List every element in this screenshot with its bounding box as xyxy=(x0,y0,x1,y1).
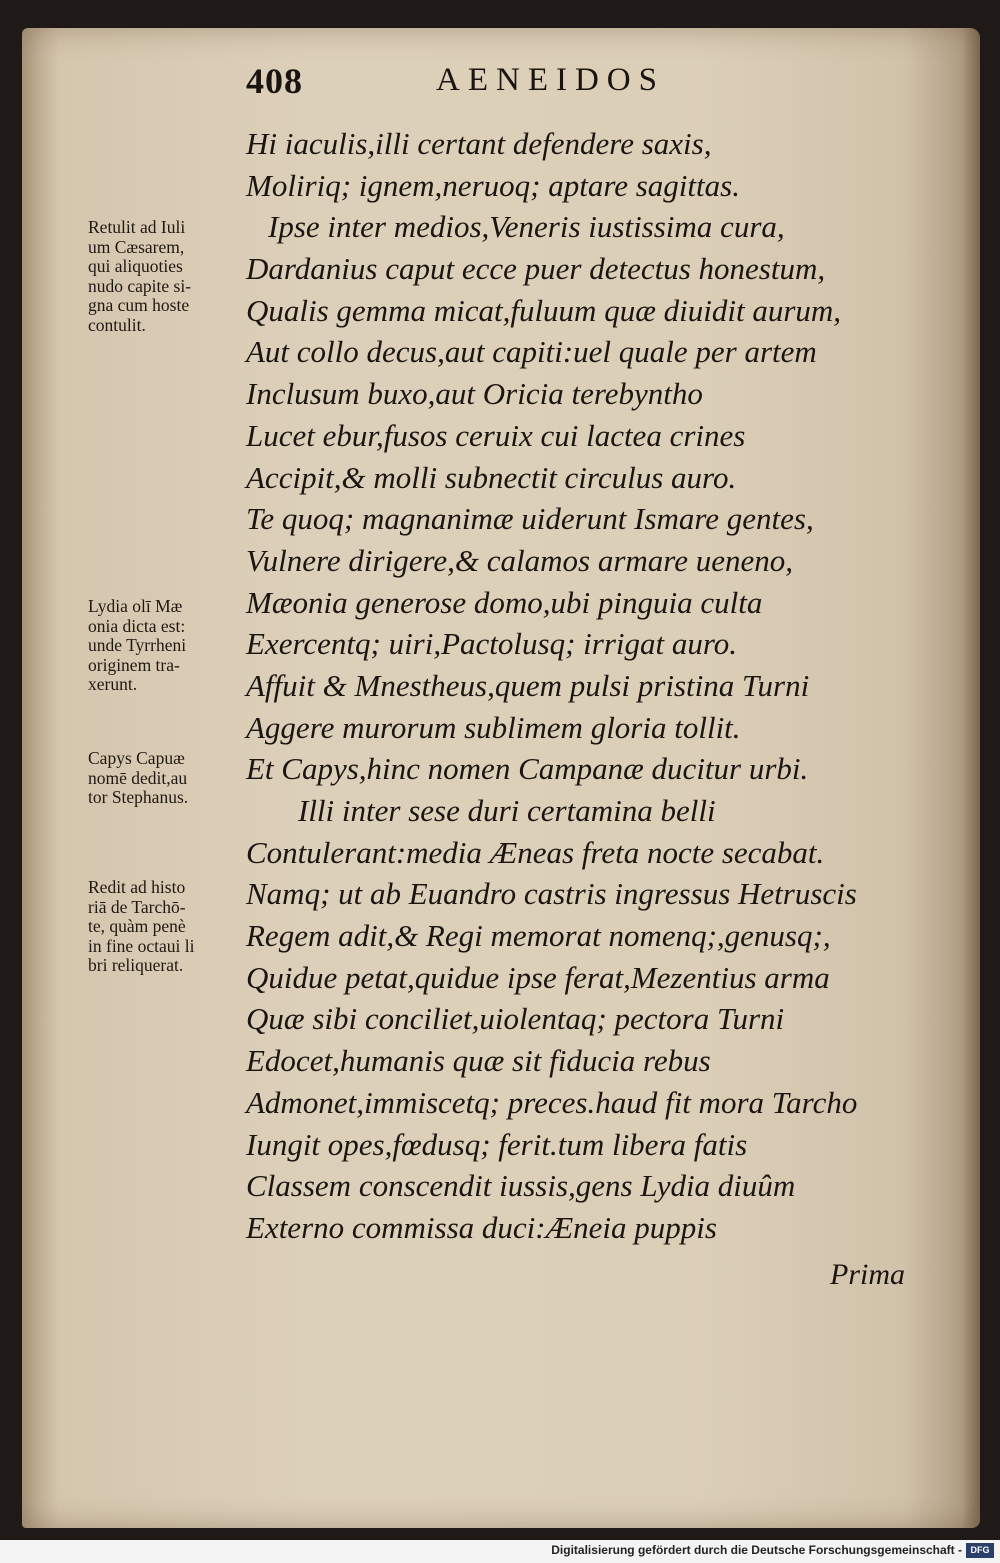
verse-line: Illi inter sese duri certamina belli xyxy=(298,793,716,828)
note-line: tor Stephanus. xyxy=(88,787,189,807)
verse-line: Contulerant:media Æneas freta nocte secabat. xyxy=(246,834,825,870)
note-line: contulit. xyxy=(88,314,146,335)
verse-line: Externo commissa duci:Æneia puppis xyxy=(246,1209,717,1245)
note-line: gna cum hoste xyxy=(88,295,190,315)
verse-line: Inclusum buxo,aut Oricia terebyntho xyxy=(246,376,703,412)
verse-line: Hi iaculis,illi certant defendere saxis, xyxy=(246,126,712,161)
verse-line: Classem conscendit iussis,gens Lydia diuûm xyxy=(246,1168,796,1204)
verse-line: Admonet,immiscetq; preces.haud fit mora Tarcho xyxy=(246,1084,858,1120)
note-line: unde Tyrrheni xyxy=(88,635,187,655)
note-line: bri reliquerat. xyxy=(88,955,184,975)
verse-line: Vulnere dirigere,& calamos armare ueneno, xyxy=(246,542,793,578)
verse-line: Aut collo decus,aut capiti:uel quale per artem xyxy=(246,334,817,370)
marginal-note xyxy=(88,878,258,976)
verse-line: Mæonia generose domo,ubi pinguia culta xyxy=(246,584,763,620)
verse-line: Regem adit,& Regi memorat nomenq;,genusq;, xyxy=(246,918,831,954)
verse-line: Iungit opes,fœdusq; ferit.tum libera fatis xyxy=(246,1126,748,1162)
verse-block xyxy=(246,123,946,1249)
running-title: AENEIDOS xyxy=(436,62,665,98)
note-line: te, quàm penè xyxy=(88,916,186,936)
page-header xyxy=(246,60,766,110)
verse-line: Dardanius caput ecce puer detectus honestum, xyxy=(246,251,826,287)
note-line: Capys Capuæ xyxy=(88,748,185,768)
verse-line: Edocet,humanis quæ sit fiducia rebus xyxy=(246,1043,711,1079)
note-line: nudo capite si- xyxy=(88,275,192,296)
note-line: Lydia olī Mæ xyxy=(88,596,183,616)
verse-line: Namq; ut ab Euandro castris ingressus Hetruscis xyxy=(246,876,857,912)
verse-line: Exercentq; uiri,Pactolusq; irrigat auro. xyxy=(246,626,738,662)
marginal-note xyxy=(88,597,258,695)
note-line: xerunt. xyxy=(88,674,138,694)
marginal-note xyxy=(88,749,258,808)
note-line: in fine octaui li xyxy=(88,935,195,956)
marginal-note xyxy=(88,218,258,335)
verse-line: Et Capys,hinc nomen Campanæ ducitur urbi. xyxy=(246,751,809,787)
note-line: Retulit ad Iuli xyxy=(88,217,186,237)
note-line: um Cæsarem, xyxy=(88,236,185,257)
note-line: qui aliquoties xyxy=(88,256,183,276)
dfg-logo-icon: DFG xyxy=(966,1543,994,1558)
note-line: onia dicta est: xyxy=(88,615,186,636)
verse-line: Lucet ebur,fusos ceruix cui lactea crines xyxy=(246,417,746,453)
catchword: Prima xyxy=(830,1258,905,1291)
note-line: originem tra- xyxy=(88,654,180,675)
note-line: Redit ad histo xyxy=(88,877,186,897)
verse-line: Quidue petat,quidue ipse ferat,Mezentius arma xyxy=(246,959,830,995)
verse-line: Moliriq; ignem,neruoq; aptare sagittas. xyxy=(246,167,740,203)
note-line: riā de Tarchō- xyxy=(88,896,186,917)
footer-bar xyxy=(0,1540,1000,1563)
note-line: nomē dedit,au xyxy=(88,767,188,788)
verse-line: Aggere murorum sublimem gloria tollit. xyxy=(246,709,741,745)
verse-line: Accipit,& molli subnectit circulus auro. xyxy=(246,459,737,495)
verse-line: Qualis gemma micat,fuluum quæ diuidit aurum, xyxy=(246,292,842,328)
page-edge-shadow xyxy=(962,28,980,1528)
page-number: 408 xyxy=(246,61,303,101)
footer-credit: Digitalisierung gefördert durch die Deutsche Forschungsgemeinschaft - xyxy=(551,1543,962,1557)
verse-line: Ipse inter medios,Veneris iustissima cura, xyxy=(268,209,785,245)
verse-line: Affuit & Mnestheus,quem pulsi pristina Turni xyxy=(246,667,810,703)
verse-line: Te quoq; magnanimæ uiderunt Ismare gentes, xyxy=(246,501,814,537)
verse-line: Quæ sibi conciliet,uiolentaq; pectora Turni xyxy=(246,1001,785,1037)
